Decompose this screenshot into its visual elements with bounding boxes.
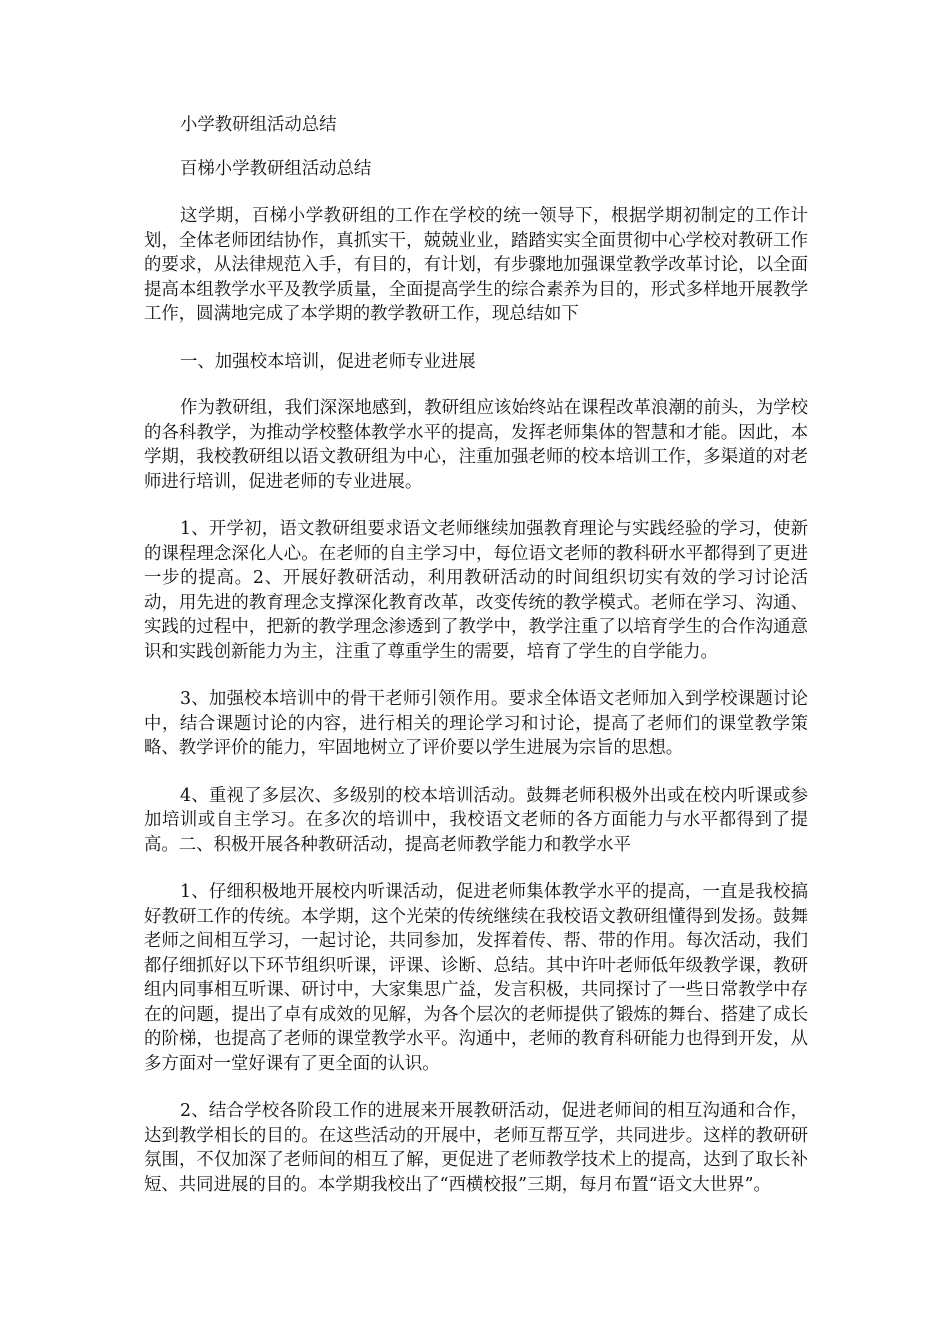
paragraph-5: 1、仔细积极地开展校内听课活动，促进老师集体教学水平的提高，一直是我校搞好教研工作的传统。本学期，这个光荣的传统继续在我校语文教研组懂得到发扬。鼓舞老师之间相互学习，一起讨论，共同参加，发挥着传、帮、带的作用。每次活动，我们都仔细抓好以下环节组织听课，评课、诊断、总结。其中许叶老师低年级教学课，教研组内同事相互听课、研讨中，大家集思广益，发言积极，共同探讨了一些日常教学中存在的问题，提出了卓有成效的见解，为各个层次的老师提供了锻炼的舞台、搭建了成长的阶梯，也提高了老师的课堂教学水平。沟通中，老师的教育科研能力也得到开发，从多方面对一堂好课有了更全面的认识。: [144, 882, 808, 1074]
document-body: [144, 113, 808, 1220]
document-title: 小学教研组活动总结: [180, 115, 337, 135]
paragraph-6: 2、结合学校各阶段工作的进展来开展教研活动，促进老师间的相互沟通和合作，达到教学相长的目的。在这些活动的开展中，老师互帮互学，共同进步。这样的教研研氛围，不仅加深了老师间的相互了解，更促进了老师教学技术上的提高，达到了取长补短、共同进展的目的。本学期我校出了“西横校报”三期，每月布置“语文大世界”。: [144, 1101, 808, 1195]
section1-heading: 一、加强校本培训，促进老师专业进展: [180, 351, 476, 372]
paragraph-2: 1、开学初，语文教研组要求语文老师继续加强教育理论与实践经验的学习，使新的课程理念深化人心。在老师的自主学习中，每位语文老师的教科研水平都得到了更进一步的提高。2、开展好教研活动，利用教研活动的时间组织切实有效的学习讨论活动，用先进的教育理念支撑深化教育改革，改变传统的教学模式。老师在学习、沟通、实践的过程中，把新的教学理念渗透到了教学中，教学注重了以培育学生的合作沟通意识和实践创新能力为主，注重了尊重学生的需要，培育了学生的自学能力。: [144, 519, 808, 662]
paragraph-3: 3、加强校本培训中的骨干老师引领作用。要求全体语文老师加入到学校课题讨论中，结合课题讨论的内容，进行相关的理论学习和讨论，提高了老师们的课堂教学策略、教学评价的能力，牢固地树立了评价要以学生进展为宗旨的思想。: [144, 689, 808, 758]
intro-paragraph: 这学期，百梯小学教研组的工作在学校的统一领导下，根据学期初制定的工作计划，全体老师团结协作，真抓实干，兢兢业业，踏踏实实全面贯彻中心学校对教研工作的要求，从法律规范入手，有目的，有计划，有步骤地加强课堂教学改革讨论，以全面提高本组教学水平及教学质量，全面提高学生的综合素养为目的，形式多样地开展教学工作，圆满地完成了本学期的教学教研工作，现总结如下: [144, 206, 808, 324]
document-subtitle: 百梯小学教研组活动总结: [180, 158, 372, 179]
paragraph-1: 作为教研组，我们深深地感到，教研组应该始终站在课程改革浪潮的前头，为学校的各科教学，为推动学校整体教学水平的提高，发挥老师集体的智慧和才能。因此，本学期，我校教研组以语文教研组为中心，注重加强老师的校本培训工作，多渠道的对老师进行培训，促进老师的专业进展。: [144, 398, 808, 492]
paragraph-4: 4、重视了多层次、多级别的校本培训活动。鼓舞老师积极外出或在校内听课或参加培训或自主学习。在多次的培训中，我校语文老师的各方面能力与水平都得到了提高。二、积极开展各种教研活动，提高老师教学能力和教学水平: [144, 785, 808, 855]
